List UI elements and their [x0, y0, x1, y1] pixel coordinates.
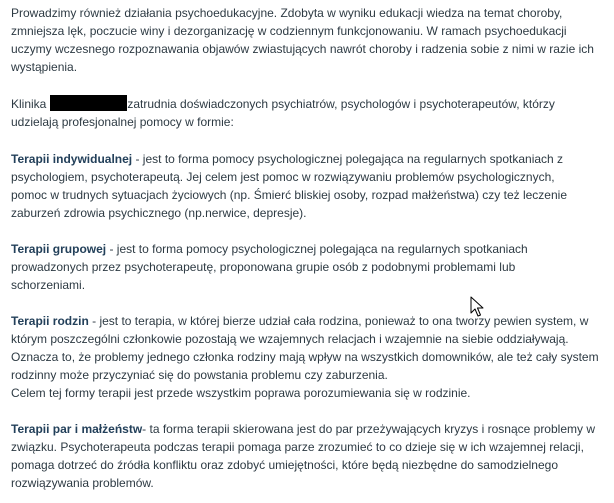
- section-individual-therapy: [11, 150, 609, 222]
- definition-individual-therapy: - jest to forma pomocy psychologicznej polegająca na regularnych spotkaniach z psychologiem, psychoterapeutą. Jej celem jest pomoc w rozwiązywaniu problemów psychologicznych, pomoc w trudnych sytuacjach życiowych (np. Śmierć bliskiej osoby, rozpad małżeństwa) czy też leczenie zaburzeń zdrowia psychicznego (np.nerwice, depresje).: [11, 152, 567, 220]
- term-family-therapy: Terapii rodzin: [11, 314, 89, 328]
- clinic-description: zatrudnia doświadczonych psychiatrów, psychologów i psychoterapeutów, którzy udzielają profesjonalnej pomocy w formie:: [11, 97, 555, 129]
- section-group-therapy: [11, 240, 609, 294]
- redacted-clinic-name: [50, 95, 127, 111]
- psychoeducation-paragraph: Prowadzimy również działania psychoedukacyjne. Zdobyta w wyniku edukacji wiedza na temat choroby, zmniejsza lęk, poczucie winy i dezorganizację w codziennym funkcjonowaniu. W ramach psychoedukacji uczymy wczesnego rozpoznawania objawów zwiastujących nawrót choroby i radzenia sobie z nimi w razie ich wystąpienia.: [11, 6, 594, 74]
- clinic-prefix: Klinika: [11, 97, 47, 111]
- section-couples-therapy: [11, 420, 609, 492]
- definition-group-therapy: - jest to forma pomocy psychologicznej polegająca na regularnych spotkaniach prowadzonych przez psychoterapeutę, proponowana grupie osób z podobnymi problemami lub schorzeniami.: [11, 242, 528, 292]
- article-body: [11, 4, 609, 492]
- definition-family-therapy: - jest to terapia, w której bierze udział cała rodzina, ponieważ to ona tworzy pewien system, w którym poszczególni członkowie pozostają we wzajemnych relacjach i wzajemnie na siebie oddziaływają. Oznacza to, że problemy jednego członka rodziny mają wpływ na wszystkich domowników, ale też cały system rodzinny może przyczyniać się do powstania problemu czy zaburzenia. Celem tej formy terapii jest przede wszystkim poprawa porozumiewania się w rodzinie.: [11, 314, 599, 400]
- section-family-therapy: [11, 312, 609, 402]
- term-group-therapy: Terapii grupowej: [11, 242, 107, 256]
- clinic-paragraph: [11, 95, 609, 131]
- mouse-pointer-icon: [470, 296, 484, 318]
- term-individual-therapy: Terapii indywidualnej: [11, 152, 133, 166]
- definition-couples-therapy: - ta forma terapii skierowana jest do par przeżywających kryzys i rosnące problemy w związku. Psychoterapeuta podczas terapii pomaga parze zrozumieć to co dzieje się w ich wzajemnej relacji, pomaga dotrzeć do źródła konfliktu oraz zdobyć umiejętności, które będą niezbędne do samodzielnego rozwiązywania problemów.: [11, 422, 595, 490]
- term-couples-therapy: Terapii par i małżeństw: [11, 422, 143, 436]
